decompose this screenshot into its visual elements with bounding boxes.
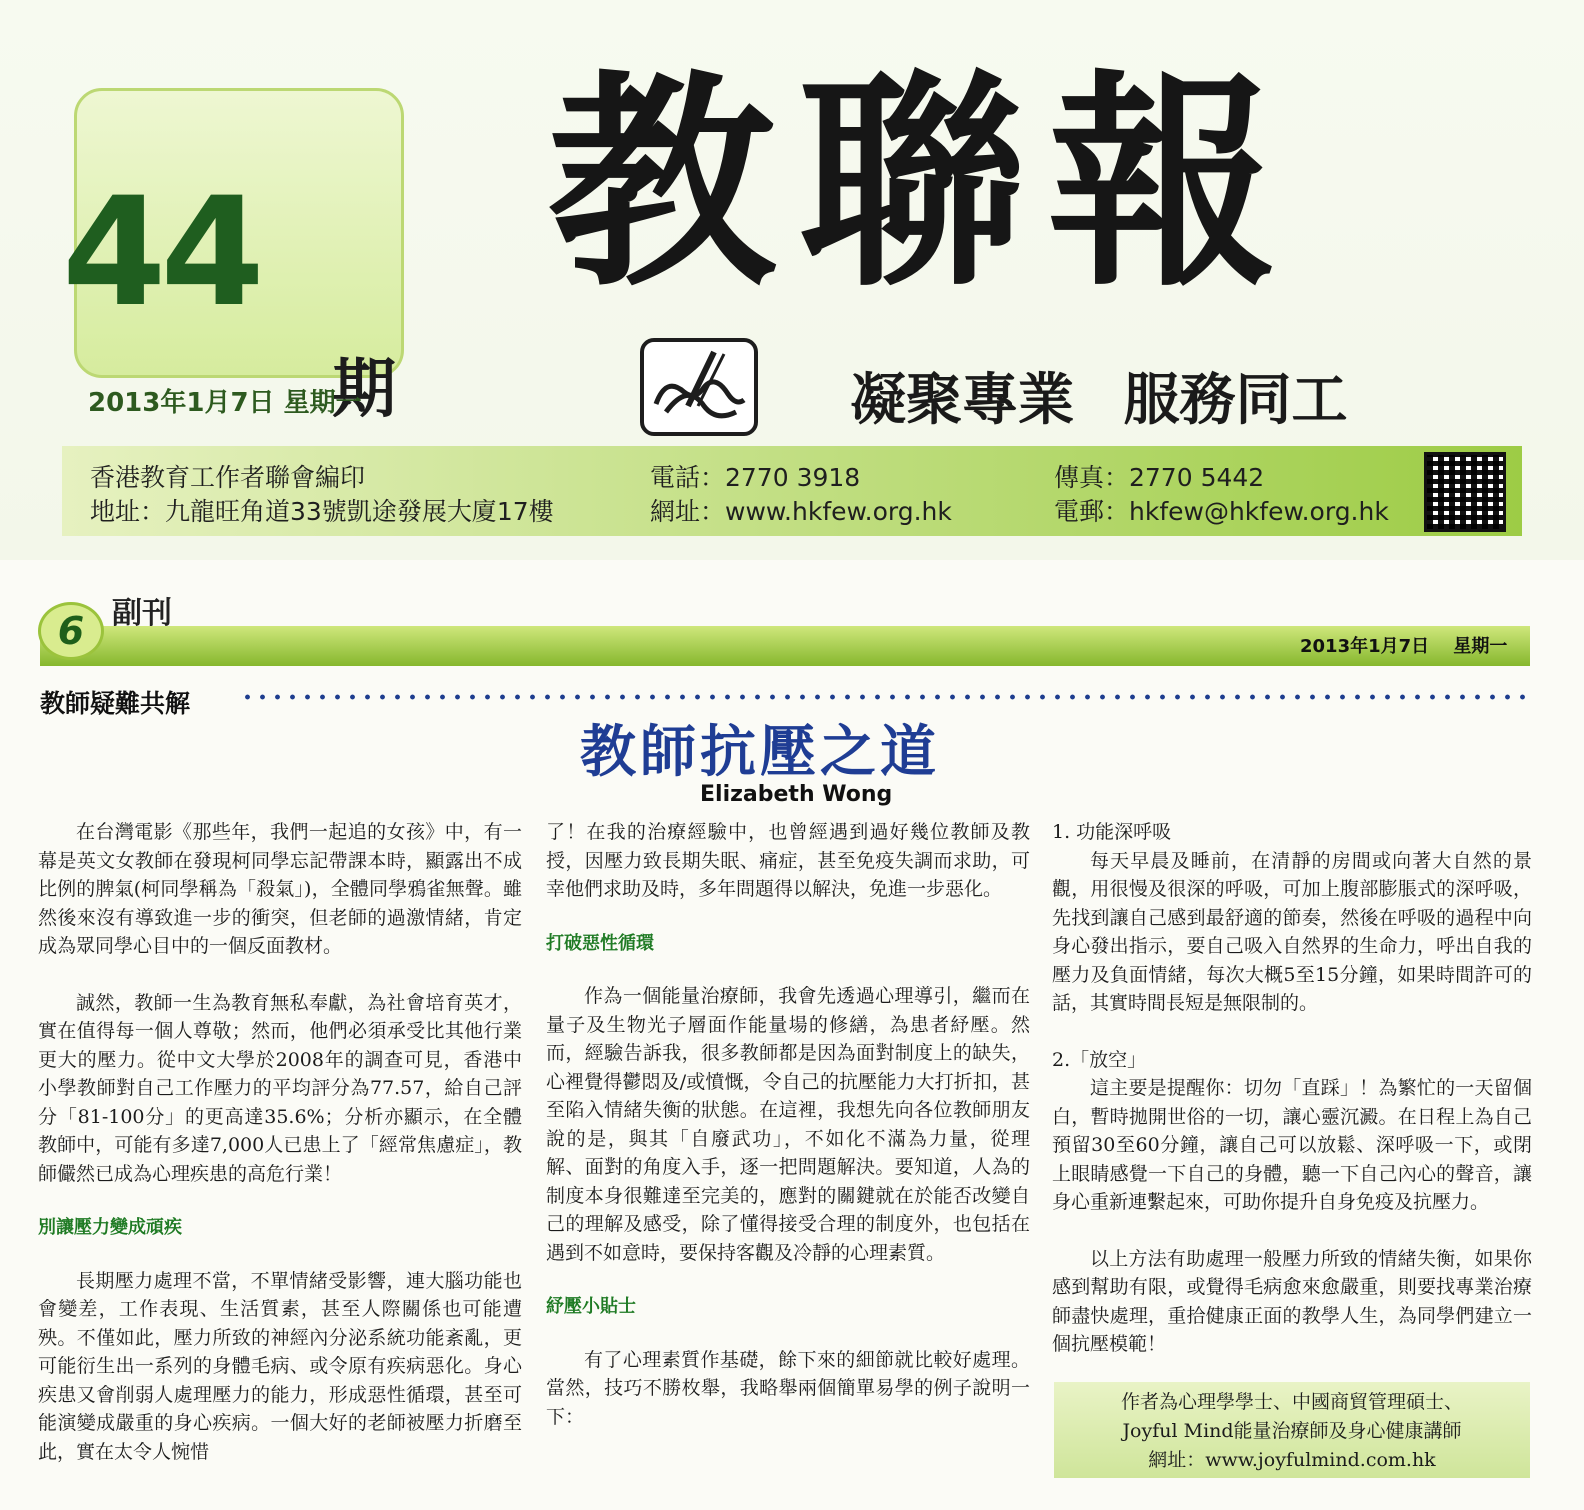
bio-line: Joyful Mind能量治療師及身心健康講師 [1122, 1420, 1462, 1442]
issue-number: 44 [62, 166, 259, 340]
subheading: 打破惡性循環 [546, 932, 654, 954]
page-number: 6 [38, 602, 104, 660]
paragraph: 誠然，教師一生為教育無私奉獻，為社會培育英才，實在值得每一個人尊敬；然而，他們必須承受比其他行業更大的壓力。從中文大學於2008年的調查可見，香港中小學教師對自己工作壓力的平均評分為77.57，給自己評分「81-100分」的更高達35.6%；分析亦顯示，在全體教師中，可能有多達7,000人已患上了「經常焦慮症」，教師儼然已成為心理疾患的高危行業！ [38, 991, 522, 1185]
author: Elizabeth Wong [700, 782, 893, 807]
issue-suffix: 期 [332, 353, 396, 427]
publisher: 香港教育工作者聯會編印 [90, 463, 366, 492]
logo-icon [640, 338, 758, 436]
article-column-2 [546, 818, 1030, 1431]
dotted-rule [240, 690, 1530, 704]
bio-line: 作者為心理學學士、中國商貿管理碩士、 [1120, 1391, 1463, 1413]
address: 地址：九龍旺角道33號凱途發展大廈17樓 [90, 497, 554, 526]
paragraph: 了！在我的治療經驗中，也曾經遇到過好幾位教師及教授，因壓力致長期失眠、痛症，甚至免疫失調而求助，可幸他們求助及時，多年問題得以解決，免進一步惡化。 [546, 821, 1030, 900]
slogan: 凝聚專業 服務同工 [850, 368, 1348, 433]
page-date: 2013年1月7日 星期一 [1300, 636, 1508, 657]
author-bio-box [1054, 1382, 1530, 1478]
website: 網址：www.hkfew.org.hk [650, 497, 952, 526]
paragraph: 以上方法有助處理一般壓力所致的情緒失衡，如果你感到幫助有限，或覺得毛病愈來愈嚴重，則要找專業治療師盡快處理，重拾健康正面的教學人生，為同學們建立一個抗壓模範！ [1052, 1247, 1532, 1355]
paragraph: 有了心理素質作基礎，餘下來的細節就比較好處理。當然，技巧不勝枚舉，我略舉兩個簡單易學的例子說明一下： [546, 1348, 1030, 1428]
tip-heading: 1. 功能深呼吸 [1052, 821, 1172, 843]
fax: 傳真：2770 5442 [1054, 463, 1265, 492]
paragraph: 長期壓力處理不當，不單情緒受影響，連大腦功能也會變差，工作表現、生活質素，甚至人際關係也可能遭殃。不僅如此，壓力所致的神經內分泌系統功能紊亂，更可能衍生出一系列的身體毛病、或令原有疾病惡化。身心疾患又會削弱人處理壓力的能力，形成惡性循環，甚至可能演變成嚴重的身心疾病。一個大好的老師被壓力折磨至此，實在太令人惋惜 [38, 1269, 522, 1463]
paragraph: 這主要是提醒你：切勿「直踩」！為繁忙的一天留個白，暫時拋開世俗的一切，讓心靈沉澱。在日程上為自己預留30至60分鐘，讓自己可以放鬆、深呼吸一下，或閉上眼睛感覺一下自己的身體，聽一下自己內心的聲音，讓身心重新連繫起來，可助你提升自身免疫及抗壓力。 [1052, 1077, 1532, 1213]
headline: 教師抗壓之道 [580, 720, 940, 785]
article-column-1 [38, 818, 522, 1466]
tip-heading: 2.「放空」 [1052, 1048, 1147, 1071]
issue-date: 2013年1月7日 星期一 [88, 388, 362, 418]
paragraph: 在台灣電影《那些年，我們一起追的女孩》中，有一幕是英文女教師在發現柯同學忘記帶課本時，顯露出不成比例的脾氣(柯同學稱為「殺氣」)，全體同學鴉雀無聲。雖然後來沒有導致進一步的衝突，但老師的過激情緒，肯定成為眾同學心目中的一個反面教材。 [38, 821, 522, 957]
subheading: 別讓壓力變成頑疾 [38, 1217, 182, 1238]
bio-website: 網址：www.joyfulmind.com.hk [1148, 1449, 1436, 1471]
email: 電郵：hkfew@hkfew.org.hk [1054, 497, 1389, 526]
paragraph: 作為一個能量治療師，我會先透過心理導引，繼而在量子及生物光子層面作能量場的修繕，為患者紓壓。然而，經驗告訴我，很多教師都是因為面對制度上的缺失，心裡覺得鬱悶及/或憤慨，令自己的抗壓能力大打折扣，甚至陷入情緒失衡的狀態。在這裡，我想先向各位教師朋友說的是，與其「自廢武功」，不如化不滿為力量，從理解、面對的角度入手，逐一把問題解決。要知道，人為的制度本身很難達至完美的，應對的關鍵就在於能否改變自己的理解及感受，除了懂得接受合理的制度外，也包括在遇到不如意時，要保持客觀及冷靜的心理素質。 [546, 985, 1030, 1264]
subheading: 紓壓小貼士 [546, 1296, 636, 1317]
paper-title: 教聯報 [548, 49, 1298, 317]
phone: 電話：2770 3918 [650, 463, 861, 492]
section-name: 副刊 [112, 596, 172, 631]
column-title: 教師疑難共解 [40, 689, 191, 718]
article-column-3 [1052, 818, 1532, 1359]
paragraph: 每天早晨及睡前，在清靜的房間或向著大自然的景觀，用很慢及很深的呼吸，可加上腹部膨脹式的深呼吸，先找到讓自己感到最舒適的節奏，然後在呼吸的過程中向身心發出指示，要自己吸入自然界的生命力，呼出自我的壓力及負面情緒，每次大概5至15分鐘，如果時間許可的話，其實時間長短是無限制的。 [1052, 849, 1532, 1014]
qr-code-icon [1424, 452, 1506, 532]
